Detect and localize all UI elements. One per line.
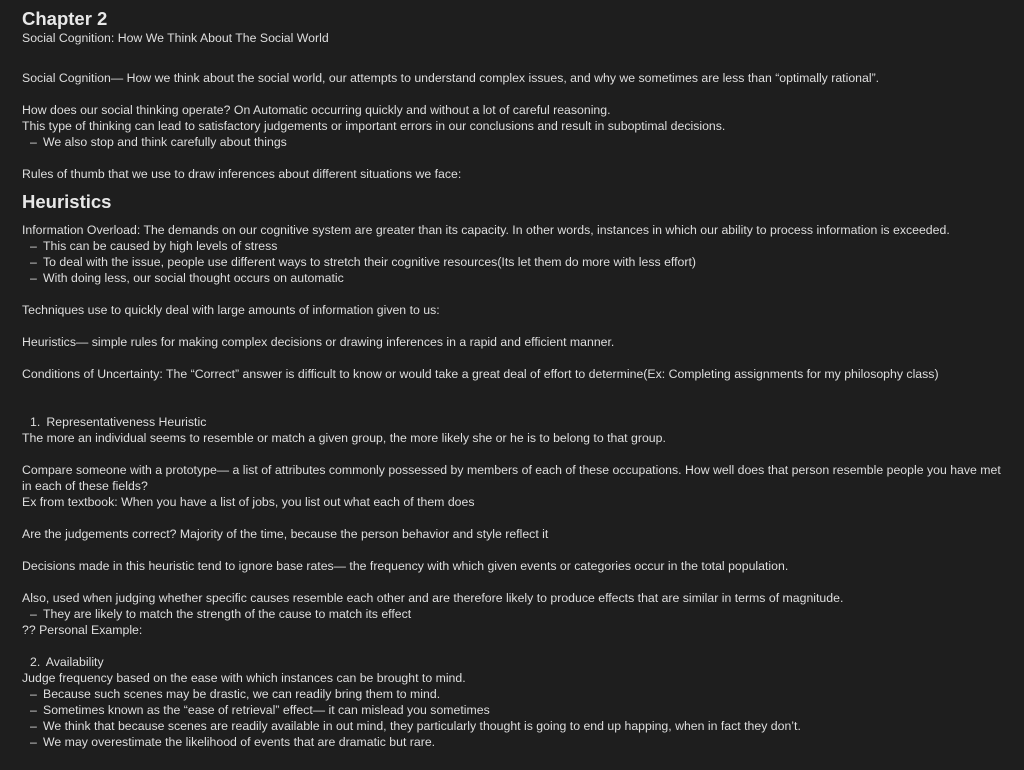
heuristics-definition: Heuristics— simple rules for making complex decisions or drawing inferences in a rapid and efficient manner. bbox=[22, 335, 615, 349]
personal-example: ?? Personal Example: bbox=[22, 623, 143, 637]
list-item bbox=[22, 238, 1016, 254]
bullet-dash: – bbox=[30, 271, 37, 285]
bullet-dash: – bbox=[30, 607, 37, 621]
bullet-text: They are likely to match the strength of the cause to match its effect bbox=[43, 607, 412, 621]
bullet-text: We think that because scenes are readily available in out mind, they particularly thought is going to end up happing, when in fact they don’t. bbox=[43, 719, 801, 733]
chapter-subtitle: Social Cognition: How We Think About The Social World bbox=[22, 31, 329, 45]
list-item bbox=[22, 734, 1016, 750]
list-item bbox=[22, 270, 1016, 286]
bullet-text: Sometimes known as the “ease of retrieval” effect— it can mislead you sometimes bbox=[43, 703, 490, 717]
prototype-text: Compare someone with a prototype— a list of attributes commonly possessed by members of each of these occupations. How well does that person resemble people you have met in each of these fields? bbox=[22, 463, 1001, 493]
availability-definition: Judge frequency based on the ease with which instances can be brought to mind. bbox=[22, 671, 466, 685]
bullet-text: We may overestimate the likelihood of events that are dramatic but rare. bbox=[43, 735, 436, 749]
automatic-result: This type of thinking can lead to satisfactory judgements or important errors in our conclusions and result in suboptimal decisions. bbox=[22, 119, 726, 133]
chapter-title: Chapter 2 bbox=[22, 8, 108, 29]
bullet-dash: – bbox=[30, 135, 37, 149]
item-title: Representativeness Heuristic bbox=[46, 415, 207, 429]
item-number: 2. bbox=[30, 655, 41, 669]
automatic-question: How does our social thinking operate? On Automatic occurring quickly and without a lot of careful reasoning. bbox=[22, 103, 611, 117]
bullet-text: With doing less, our social thought occurs on automatic bbox=[43, 271, 344, 285]
list-item bbox=[22, 718, 1016, 734]
techniques-text: Techniques use to quickly deal with large amounts of information given to us: bbox=[22, 303, 440, 317]
item-number: 1. bbox=[30, 415, 41, 429]
base-rates-text: Decisions made in this heuristic tend to ignore base rates— the frequency with which given events or categories occur in the total population. bbox=[22, 559, 789, 573]
bullet-text: This can be caused by high levels of stress bbox=[43, 239, 278, 253]
bullet-dash: – bbox=[30, 703, 37, 717]
list-item bbox=[22, 606, 1016, 622]
judgements-correct: Are the judgements correct? Majority of the time, because the person behavior and style reflect it bbox=[22, 527, 549, 541]
bullet-dash: – bbox=[30, 719, 37, 733]
bullet-text: Because such scenes may be drastic, we can readily bring them to mind. bbox=[43, 687, 441, 701]
heuristics-heading: Heuristics bbox=[22, 191, 112, 212]
document-body[interactable] bbox=[22, 8, 1016, 750]
list-item bbox=[22, 254, 1016, 270]
list-item bbox=[22, 702, 1016, 718]
causes-text: Also, used when judging whether specific causes resemble each other and are therefore likely to produce effects that are similar in terms of magnitude. bbox=[22, 591, 844, 605]
numbered-item-availability bbox=[22, 654, 1016, 670]
textbook-example: Ex from textbook: When you have a list of jobs, you list out what each of them does bbox=[22, 495, 475, 509]
bullet-text: We also stop and think carefully about things bbox=[43, 135, 287, 149]
bullet-text: To deal with the issue, people use different ways to stretch their cognitive resources(Its let them do more with less effort) bbox=[43, 255, 696, 269]
list-item bbox=[22, 134, 1016, 150]
bullet-dash: – bbox=[30, 687, 37, 701]
bullet-dash: – bbox=[30, 255, 37, 269]
bullet-dash: – bbox=[30, 239, 37, 253]
information-overload: Information Overload: The demands on our cognitive system are greater than its capacity. In other words, instances in which our ability to process information is exceeded. bbox=[22, 223, 950, 237]
conditions-of-uncertainty: Conditions of Uncertainty: The “Correct” answer is difficult to know or would take a great deal of effort to determine(Ex: Completing assignments for my philosophy class) bbox=[22, 367, 939, 381]
item-title: Availability bbox=[45, 655, 104, 669]
bullet-dash: – bbox=[30, 735, 37, 749]
rules-of-thumb: Rules of thumb that we use to draw inferences about different situations we face: bbox=[22, 167, 462, 181]
numbered-item-representativeness bbox=[22, 414, 1016, 430]
social-cognition-definition: Social Cognition— How we think about the social world, our attempts to understand complex issues, and why we sometimes are less than “optimally rational”. bbox=[22, 71, 880, 85]
representativeness-definition: The more an individual seems to resemble or match a given group, the more likely she or he is to belong to that group. bbox=[22, 431, 666, 445]
list-item bbox=[22, 686, 1016, 702]
